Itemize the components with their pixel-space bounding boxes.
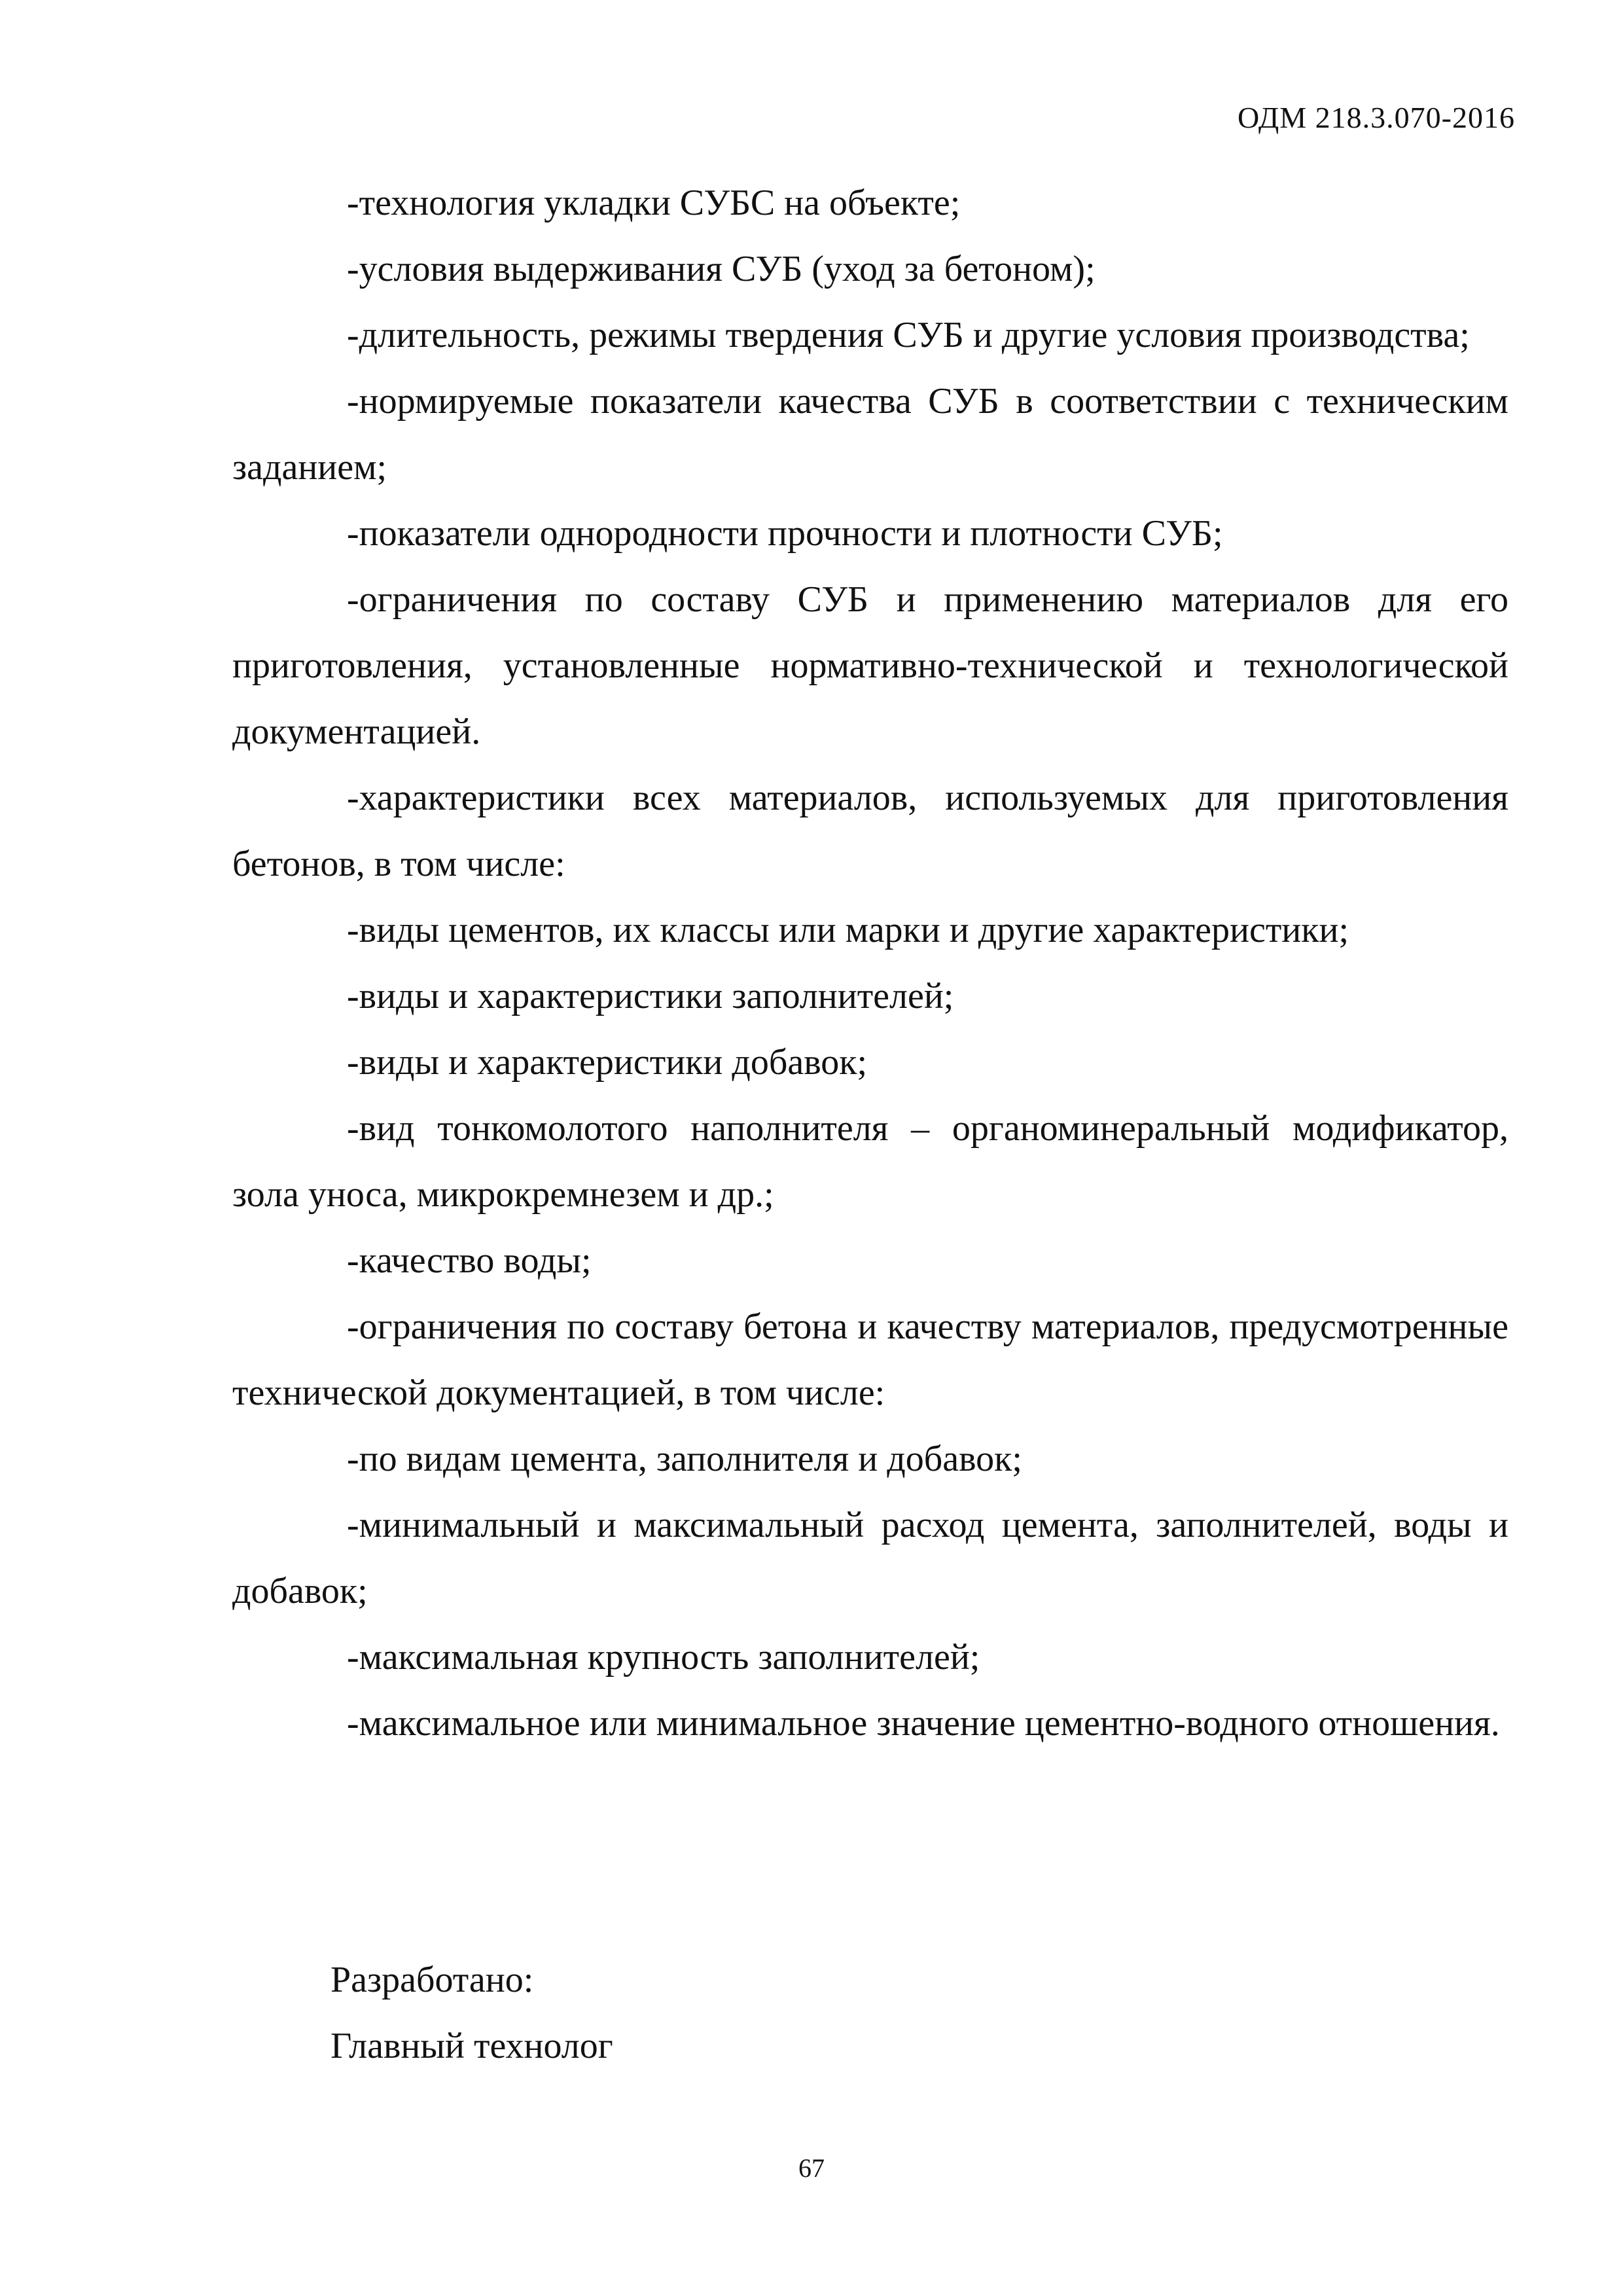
list-item: -максимальная крупность заполнителей; xyxy=(347,1637,980,1677)
list-item: -по видам цемента, заполнителя и добавок; xyxy=(347,1439,1022,1479)
developed-label: Разработано: xyxy=(330,1960,534,2000)
list-item: -характеристики всех материалов, используемых для приготовления бетонов, в том числе: xyxy=(232,778,1508,884)
list-item: -виды и характеристики заполнителей; xyxy=(347,976,954,1016)
signature-block xyxy=(330,1947,613,2079)
list-item: -технология укладки СУБС на объекте; xyxy=(347,183,961,223)
list-item: -ограничения по составу бетона и качеству материалов, предусмотренные технической документацией, в том числе: xyxy=(232,1306,1508,1413)
list-item: -длительность, режимы твердения СУБ и другие условия производства; xyxy=(347,315,1470,355)
list-item: -вид тонкомолотого наполнителя – органоминеральный модификатор, зола уноса, микрокремнезем и др.; xyxy=(232,1108,1508,1215)
list-item: -максимальное или минимальное значение цементно-водного отношения. xyxy=(347,1703,1500,1744)
list-item: -ограничения по составу СУБ и применению материалов для его приготовления, установленные нормативно-технической и технологической документацией. xyxy=(232,579,1508,752)
list-item: -нормируемые показатели качества СУБ в соответствии с техническим заданием; xyxy=(232,381,1508,488)
document-body xyxy=(232,170,1508,1757)
list-item: -показатели однородности прочности и плотности СУБ; xyxy=(347,513,1223,554)
list-item: -минимальный и максимальный расход цемента, заполнителей, воды и добавок; xyxy=(232,1505,1508,1611)
signatory-position: Главный технолог xyxy=(330,2026,613,2066)
list-item: -виды и характеристики добавок; xyxy=(347,1042,868,1083)
list-item: -виды цементов, их классы или марки и другие характеристики; xyxy=(347,910,1349,950)
list-item: -качество воды; xyxy=(347,1240,592,1281)
list-item: -условия выдерживания СУБ (уход за бетоном); xyxy=(347,249,1096,289)
page-number: 67 xyxy=(798,2153,825,2183)
document-code: ОДМ 218.3.070-2016 xyxy=(1237,101,1515,134)
